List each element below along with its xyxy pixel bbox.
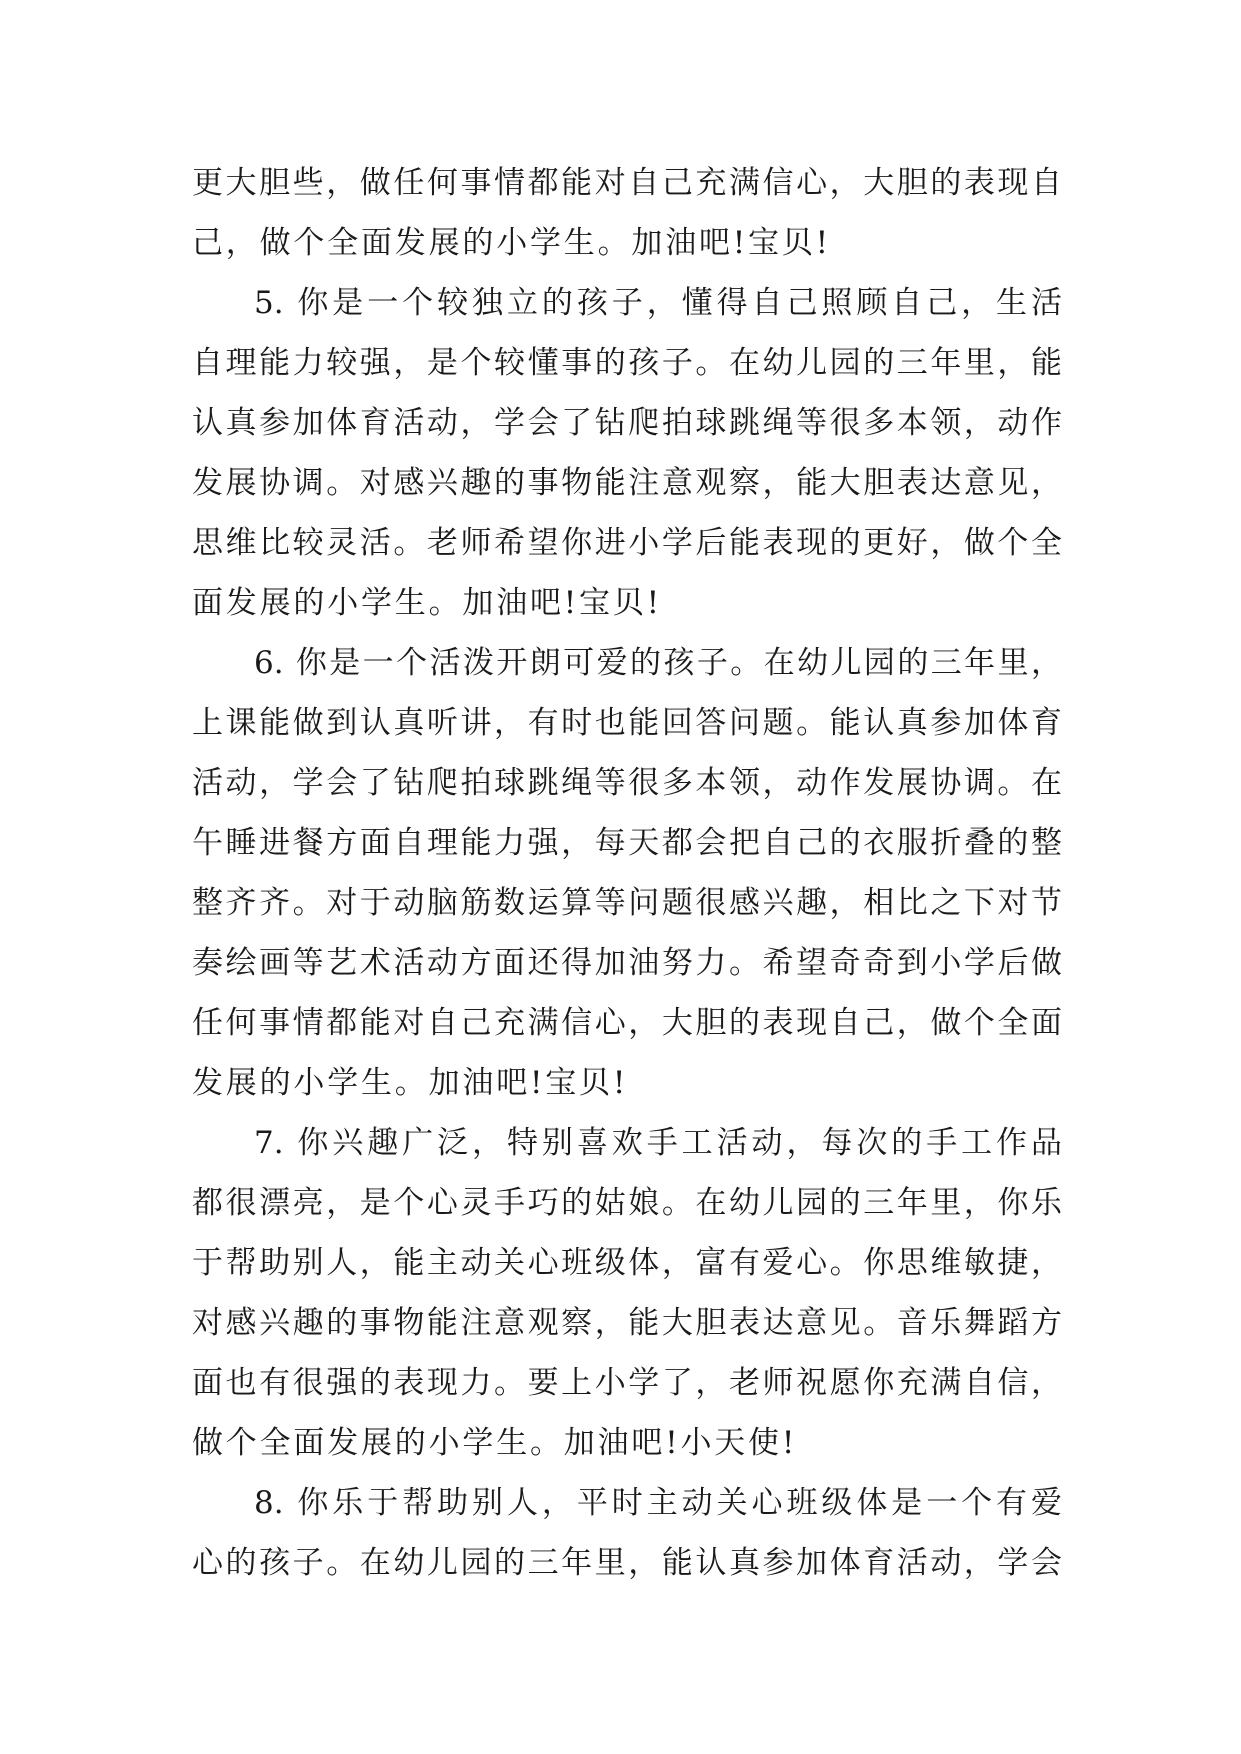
text-line: 任何事情都能对自己充满信心，大胆的表现自己，做个全面 [192,1005,1062,1041]
paragraph-start-6: 6. 你是一个活泼开朗可爱的孩子。在幼儿园的三年里， [254,645,1062,681]
text-line: 都很漂亮，是个心灵手巧的姑娘。在幼儿园的三年里，你乐 [192,1185,1062,1221]
text-line: 发展的小学生。加油吧!宝贝! [192,1065,629,1101]
text-line: 自理能力较强，是个较懂事的孩子。在幼儿园的三年里，能 [192,345,1062,381]
text-line: 己，做个全面发展的小学生。加油吧!宝贝! [192,225,831,261]
paragraph-start-8: 8. 你乐于帮助别人，平时主动关心班级体是一个有爱 [254,1485,1062,1521]
paragraph-start-5: 5. 你是一个较独立的孩子，懂得自己照顾自己，生活 [254,285,1062,321]
text-line: 发展协调。对感兴趣的事物能注意观察，能大胆表达意见， [192,465,1062,501]
text-line: 心的孩子。在幼儿园的三年里，能认真参加体育活动，学会 [192,1545,1062,1581]
text-line: 思维比较灵活。老师希望你进小学后能表现的更好，做个全 [192,525,1062,561]
text-line: 午睡进餐方面自理能力强，每天都会把自己的衣服折叠的整 [192,825,1062,861]
text-line: 奏绘画等艺术活动方面还得加油努力。希望奇奇到小学后做 [192,945,1062,981]
text-line: 整齐齐。对于动脑筋数运算等问题很感兴趣，相比之下对节 [192,885,1062,921]
text-line: 面发展的小学生。加油吧!宝贝! [192,585,662,621]
text-line: 活动，学会了钻爬拍球跳绳等很多本领，动作发展协调。在 [192,765,1062,801]
text-line: 更大胆些，做任何事情都能对自己充满信心，大胆的表现自 [192,165,1062,201]
text-line: 上课能做到认真听讲，有时也能回答问题。能认真参加体育 [192,705,1062,741]
paragraph-start-7: 7. 你兴趣广泛，特别喜欢手工活动，每次的手工作品 [254,1125,1062,1161]
text-line: 于帮助别人，能主动关心班级体，富有爱心。你思维敏捷， [192,1245,1062,1281]
text-line: 面也有很强的表现力。要上小学了，老师祝愿你充满自信， [192,1365,1062,1401]
text-line: 做个全面发展的小学生。加油吧!小天使! [192,1425,798,1461]
text-line: 对感兴趣的事物能注意观察，能大胆表达意见。音乐舞蹈方 [192,1305,1062,1341]
text-line: 认真参加体育活动，学会了钻爬拍球跳绳等很多本领，动作 [192,405,1062,441]
